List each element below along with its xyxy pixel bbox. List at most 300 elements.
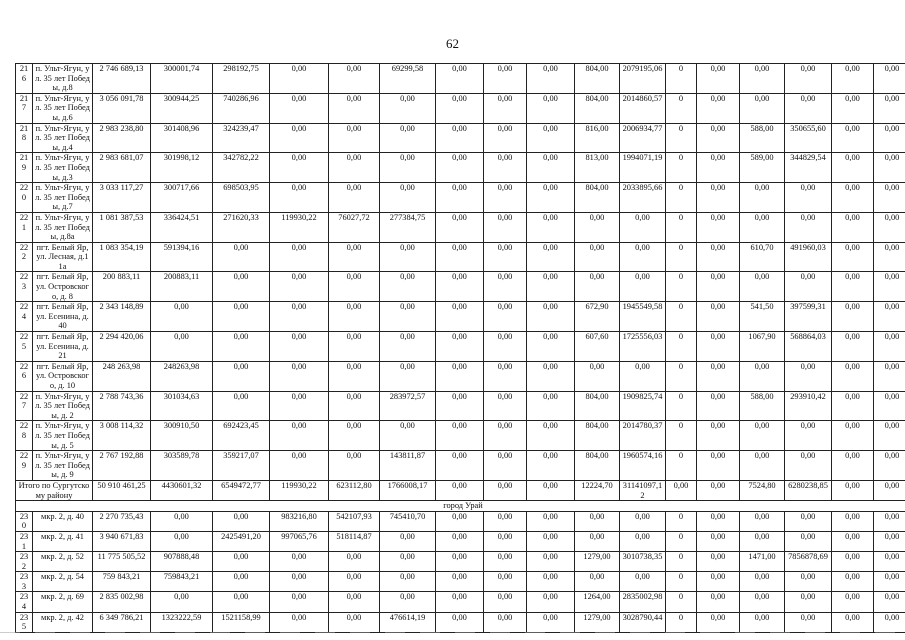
value-cell: 607,60 xyxy=(575,332,620,362)
value-cell: 804,00 xyxy=(575,64,620,94)
row-number: 226 xyxy=(16,361,33,391)
value-cell: 0,00 xyxy=(832,552,874,572)
value-cell: 0 xyxy=(666,93,697,123)
value-cell: 293910,42 xyxy=(785,391,832,421)
value-cell: 0,00 xyxy=(785,612,832,632)
value-cell: 0,00 xyxy=(832,212,874,242)
value-cell: 0,00 xyxy=(620,572,666,592)
value-cell: 0,00 xyxy=(832,391,874,421)
value-cell: 0,00 xyxy=(380,531,436,551)
value-cell: 692423,45 xyxy=(213,421,270,451)
value-cell: 0,00 xyxy=(213,242,270,272)
value-cell: 0,00 xyxy=(785,64,832,94)
row-number: 227 xyxy=(16,391,33,421)
value-cell: 568864,03 xyxy=(785,332,832,362)
value-cell: 1264,00 xyxy=(575,592,620,612)
value-cell: 11 775 505,52 xyxy=(93,552,151,572)
value-cell: 0,00 xyxy=(874,592,905,612)
value-cell: 0,00 xyxy=(436,592,484,612)
value-cell: 0,00 xyxy=(436,123,484,153)
value-cell: 1471,00 xyxy=(740,552,785,572)
value-cell: 0,00 xyxy=(329,552,380,572)
value-cell: 2835002,98 xyxy=(620,592,666,612)
value-cell: 2 767 192,88 xyxy=(93,451,151,481)
value-cell: 300717,66 xyxy=(151,183,213,213)
value-cell: 2 835 002,98 xyxy=(93,592,151,612)
scan-artifact-line xyxy=(0,632,905,633)
value-cell: 0,00 xyxy=(484,183,527,213)
value-cell: 0,00 xyxy=(785,451,832,481)
value-cell: 1994071,19 xyxy=(620,153,666,183)
value-cell: 491960,03 xyxy=(785,242,832,272)
value-cell: 1323222,59 xyxy=(151,612,213,632)
row-number: 233 xyxy=(16,572,33,592)
value-cell: 0,00 xyxy=(527,451,575,481)
value-cell: 2 983 238,80 xyxy=(93,123,151,153)
value-cell: 698503,95 xyxy=(213,183,270,213)
value-cell: 0,00 xyxy=(213,592,270,612)
value-cell: 0,00 xyxy=(484,93,527,123)
value-cell: 301034,63 xyxy=(151,391,213,421)
value-cell: 248 263,98 xyxy=(93,361,151,391)
value-cell: 0,00 xyxy=(380,153,436,183)
value-cell: 0,00 xyxy=(527,552,575,572)
value-cell: 0,00 xyxy=(697,153,740,183)
value-cell: 0,00 xyxy=(527,332,575,362)
value-cell: 0,00 xyxy=(697,552,740,572)
value-cell: 0,00 xyxy=(740,511,785,531)
value-cell: 0,00 xyxy=(874,242,905,272)
value-cell: 0,00 xyxy=(785,212,832,242)
total-value-cell: 12224,70 xyxy=(575,480,620,500)
value-cell: 0,00 xyxy=(151,302,213,332)
value-cell: 119930,22 xyxy=(270,212,329,242)
value-cell: 0,00 xyxy=(484,612,527,632)
total-label: Итого по Сургутскому району xyxy=(16,480,93,500)
value-cell: 0,00 xyxy=(697,572,740,592)
value-cell: 0,00 xyxy=(436,64,484,94)
table-row xyxy=(16,212,905,242)
value-cell: 0,00 xyxy=(832,531,874,551)
address-cell: мкр. 2, д. 42 xyxy=(33,612,93,632)
value-cell: 0,00 xyxy=(527,511,575,531)
value-cell: 0,00 xyxy=(697,93,740,123)
value-cell: 0,00 xyxy=(740,212,785,242)
value-cell: 0,00 xyxy=(832,572,874,592)
value-cell: 300944,25 xyxy=(151,93,213,123)
value-cell: 1909825,74 xyxy=(620,391,666,421)
total-value-cell: 4430601,32 xyxy=(151,480,213,500)
total-value-cell: 0,00 xyxy=(697,480,740,500)
value-cell: 0,00 xyxy=(527,212,575,242)
value-cell: 0 xyxy=(666,302,697,332)
value-cell: 1067,90 xyxy=(740,332,785,362)
value-cell: 0,00 xyxy=(832,421,874,451)
value-cell: 0,00 xyxy=(620,361,666,391)
value-cell: 3 940 671,83 xyxy=(93,531,151,551)
value-cell: 200883,11 xyxy=(151,272,213,302)
value-cell: 0,00 xyxy=(484,531,527,551)
value-cell: 0,00 xyxy=(270,552,329,572)
address-cell: мкр. 2, д. 69 xyxy=(33,592,93,612)
value-cell: 0,00 xyxy=(329,572,380,592)
value-cell: 0,00 xyxy=(270,272,329,302)
value-cell: 589,00 xyxy=(740,153,785,183)
value-cell: 1279,00 xyxy=(575,552,620,572)
address-cell: п. Ульт-Ягун, ул. 35 лет Победы, д. 5 xyxy=(33,421,93,451)
value-cell: 0,00 xyxy=(527,272,575,302)
value-cell: 0,00 xyxy=(874,421,905,451)
value-cell: 0,00 xyxy=(527,153,575,183)
value-cell: 0,00 xyxy=(436,552,484,572)
value-cell: 283972,57 xyxy=(380,391,436,421)
address-cell: п. Ульт-Ягун, ул. 35 лет Победы, д.7 xyxy=(33,183,93,213)
address-cell: п. Ульт-Ягун, ул. 35 лет Победы, д.6 xyxy=(33,93,93,123)
value-cell: 0,00 xyxy=(832,511,874,531)
value-cell: 0,00 xyxy=(270,93,329,123)
value-cell: 0,00 xyxy=(270,153,329,183)
value-cell: 2014860,57 xyxy=(620,93,666,123)
table-row xyxy=(16,552,905,572)
value-cell: 0,00 xyxy=(380,572,436,592)
value-cell: 0,00 xyxy=(697,612,740,632)
value-cell: 0,00 xyxy=(270,361,329,391)
value-cell: 0,00 xyxy=(270,592,329,612)
value-cell: 0 xyxy=(666,451,697,481)
value-cell: 0,00 xyxy=(832,123,874,153)
value-cell: 324239,47 xyxy=(213,123,270,153)
value-cell: 0 xyxy=(666,612,697,632)
value-cell: 0,00 xyxy=(436,302,484,332)
value-cell: 277384,75 xyxy=(380,212,436,242)
value-cell: 0,00 xyxy=(740,451,785,481)
value-cell: 0,00 xyxy=(329,64,380,94)
value-cell: 2014780,37 xyxy=(620,421,666,451)
table-row xyxy=(16,511,905,531)
value-cell: 3010738,35 xyxy=(620,552,666,572)
value-cell: 0,00 xyxy=(874,64,905,94)
value-cell: 0,00 xyxy=(697,183,740,213)
value-cell: 0,00 xyxy=(740,272,785,302)
data-table xyxy=(15,63,905,633)
value-cell: 0,00 xyxy=(832,332,874,362)
value-cell: 0,00 xyxy=(832,183,874,213)
value-cell: 0,00 xyxy=(329,421,380,451)
value-cell: 0,00 xyxy=(436,361,484,391)
address-cell: пгт. Белый Яр, ул. Островского, д. 10 xyxy=(33,361,93,391)
value-cell: 907888,48 xyxy=(151,552,213,572)
value-cell: 0,00 xyxy=(785,361,832,391)
row-number: 216 xyxy=(16,64,33,94)
value-cell: 0,00 xyxy=(740,421,785,451)
value-cell: 298192,75 xyxy=(213,64,270,94)
value-cell: 0 xyxy=(666,153,697,183)
address-cell: п. Ульт-Ягун, ул. 35 лет Победы, д. 2 xyxy=(33,391,93,421)
address-cell: пгт. Белый Яр, ул. Лесная, д.11а xyxy=(33,242,93,272)
value-cell: 0,00 xyxy=(740,93,785,123)
value-cell: 0,00 xyxy=(785,421,832,451)
value-cell: 0,00 xyxy=(380,272,436,302)
value-cell: 0,00 xyxy=(697,242,740,272)
value-cell: 0,00 xyxy=(436,531,484,551)
value-cell: 804,00 xyxy=(575,391,620,421)
value-cell: 0,00 xyxy=(697,592,740,612)
total-row xyxy=(16,480,905,500)
value-cell: 0,00 xyxy=(270,64,329,94)
value-cell: 344829,54 xyxy=(785,153,832,183)
value-cell: 0,00 xyxy=(740,531,785,551)
value-cell: 0,00 xyxy=(874,212,905,242)
value-cell: 0,00 xyxy=(151,511,213,531)
address-cell: пгт. Белый Яр, ул. Есенина, д.21 xyxy=(33,332,93,362)
value-cell: 0,00 xyxy=(213,302,270,332)
value-cell: 0,00 xyxy=(380,183,436,213)
value-cell: 0 xyxy=(666,391,697,421)
table-row xyxy=(16,64,905,94)
value-cell: 0,00 xyxy=(527,123,575,153)
value-cell: 0,00 xyxy=(527,302,575,332)
table-row xyxy=(16,391,905,421)
value-cell: 0,00 xyxy=(697,421,740,451)
row-number: 223 xyxy=(16,272,33,302)
value-cell: 0,00 xyxy=(436,93,484,123)
table-row xyxy=(16,123,905,153)
total-value-cell: 623112,80 xyxy=(329,480,380,500)
page-number: 62 xyxy=(446,36,459,51)
value-cell: 0,00 xyxy=(874,361,905,391)
value-cell: 804,00 xyxy=(575,183,620,213)
value-cell: 0,00 xyxy=(697,361,740,391)
value-cell: 0,00 xyxy=(832,64,874,94)
value-cell: 0,00 xyxy=(270,123,329,153)
value-cell: 0,00 xyxy=(620,272,666,302)
value-cell: 804,00 xyxy=(575,451,620,481)
address-cell: пгт. Белый Яр, ул. Есенина, д. 40 xyxy=(33,302,93,332)
value-cell: 0,00 xyxy=(213,391,270,421)
value-cell: 0,00 xyxy=(832,153,874,183)
value-cell: 0,00 xyxy=(697,332,740,362)
value-cell: 0,00 xyxy=(575,531,620,551)
value-cell: 0,00 xyxy=(832,302,874,332)
total-value-cell: 0,00 xyxy=(666,480,697,500)
value-cell: 143811,87 xyxy=(380,451,436,481)
value-cell: 350655,60 xyxy=(785,123,832,153)
value-cell: 983216,80 xyxy=(270,511,329,531)
value-cell: 0,00 xyxy=(213,332,270,362)
value-cell: 0,00 xyxy=(380,361,436,391)
value-cell: 0,00 xyxy=(575,511,620,531)
value-cell: 200 883,11 xyxy=(93,272,151,302)
table-row xyxy=(16,592,905,612)
value-cell: 0,00 xyxy=(740,592,785,612)
value-cell: 3 008 114,32 xyxy=(93,421,151,451)
row-number: 220 xyxy=(16,183,33,213)
value-cell: 0,00 xyxy=(270,242,329,272)
value-cell: 0,00 xyxy=(785,531,832,551)
value-cell: 0,00 xyxy=(832,451,874,481)
total-value-cell: 6549472,77 xyxy=(213,480,270,500)
value-cell: 0,00 xyxy=(329,451,380,481)
value-cell: 0 xyxy=(666,242,697,272)
address-cell: мкр. 2, д. 40 xyxy=(33,511,93,531)
value-cell: 0,00 xyxy=(436,183,484,213)
value-cell: 2 788 743,36 xyxy=(93,391,151,421)
table-row xyxy=(16,451,905,481)
address-cell: пгт. Белый Яр, ул. Островского, д. 8 xyxy=(33,272,93,302)
value-cell: 0 xyxy=(666,421,697,451)
address-cell: п. Ульт-Ягун, ул. 35 лет Победы, д.8а xyxy=(33,212,93,242)
value-cell: 0,00 xyxy=(213,572,270,592)
total-value-cell: 0,00 xyxy=(832,480,874,500)
value-cell: 0,00 xyxy=(329,153,380,183)
value-cell: 0,00 xyxy=(329,302,380,332)
value-cell: 0,00 xyxy=(380,302,436,332)
row-number: 224 xyxy=(16,302,33,332)
value-cell: 0,00 xyxy=(380,592,436,612)
value-cell: 0,00 xyxy=(436,451,484,481)
value-cell: 0,00 xyxy=(484,451,527,481)
value-cell: 0,00 xyxy=(436,511,484,531)
value-cell: 740286,96 xyxy=(213,93,270,123)
value-cell: 2 294 420,06 xyxy=(93,332,151,362)
row-number: 222 xyxy=(16,242,33,272)
table-row xyxy=(16,572,905,592)
city-label: город Урай xyxy=(16,501,905,512)
value-cell: 0,00 xyxy=(151,531,213,551)
value-cell: 0,00 xyxy=(213,511,270,531)
value-cell: 0,00 xyxy=(329,123,380,153)
table-row xyxy=(16,332,905,362)
row-number: 230 xyxy=(16,511,33,531)
address-cell: мкр. 2, д. 52 xyxy=(33,552,93,572)
value-cell: 6 349 786,21 xyxy=(93,612,151,632)
value-cell: 0,00 xyxy=(874,552,905,572)
value-cell: 542107,93 xyxy=(329,511,380,531)
value-cell: 0,00 xyxy=(740,64,785,94)
total-value-cell: 1766008,17 xyxy=(380,480,436,500)
value-cell: 0 xyxy=(666,592,697,612)
table-row xyxy=(16,93,905,123)
value-cell: 0,00 xyxy=(697,391,740,421)
value-cell: 541,50 xyxy=(740,302,785,332)
value-cell: 0,00 xyxy=(527,572,575,592)
value-cell: 0 xyxy=(666,552,697,572)
value-cell: 518114,87 xyxy=(329,531,380,551)
value-cell: 0,00 xyxy=(329,93,380,123)
value-cell: 0,00 xyxy=(527,391,575,421)
row-number: 232 xyxy=(16,552,33,572)
value-cell: 0,00 xyxy=(832,272,874,302)
value-cell: 0,00 xyxy=(484,302,527,332)
total-value-cell: 7524,80 xyxy=(740,480,785,500)
value-cell: 0,00 xyxy=(436,272,484,302)
value-cell: 0,00 xyxy=(329,332,380,362)
value-cell: 0,00 xyxy=(620,212,666,242)
value-cell: 2033895,66 xyxy=(620,183,666,213)
row-number: 225 xyxy=(16,332,33,362)
value-cell: 0,00 xyxy=(697,212,740,242)
value-cell: 0,00 xyxy=(484,64,527,94)
address-cell: мкр. 2, д. 41 xyxy=(33,531,93,551)
value-cell: 69299,58 xyxy=(380,64,436,94)
row-number: 221 xyxy=(16,212,33,242)
value-cell: 0,00 xyxy=(874,511,905,531)
value-cell: 0,00 xyxy=(527,421,575,451)
value-cell: 0,00 xyxy=(436,572,484,592)
value-cell: 0,00 xyxy=(874,123,905,153)
value-cell: 0,00 xyxy=(874,332,905,362)
value-cell: 0,00 xyxy=(785,183,832,213)
value-cell: 804,00 xyxy=(575,421,620,451)
value-cell: 0,00 xyxy=(740,361,785,391)
value-cell: 0,00 xyxy=(484,592,527,612)
value-cell: 0 xyxy=(666,531,697,551)
value-cell: 0,00 xyxy=(436,612,484,632)
value-cell: 0,00 xyxy=(527,592,575,612)
value-cell: 0,00 xyxy=(874,572,905,592)
table-row xyxy=(16,361,905,391)
value-cell: 0,00 xyxy=(874,531,905,551)
value-cell: 248263,98 xyxy=(151,361,213,391)
value-cell: 0,00 xyxy=(785,93,832,123)
value-cell: 0,00 xyxy=(832,612,874,632)
value-cell: 0,00 xyxy=(436,421,484,451)
value-cell: 0,00 xyxy=(785,572,832,592)
value-cell: 0,00 xyxy=(575,242,620,272)
total-value-cell: 0,00 xyxy=(484,480,527,500)
value-cell: 0,00 xyxy=(329,242,380,272)
value-cell: 0,00 xyxy=(484,153,527,183)
value-cell: 0,00 xyxy=(620,531,666,551)
row-number: 228 xyxy=(16,421,33,451)
value-cell: 0,00 xyxy=(270,391,329,421)
value-cell: 336424,51 xyxy=(151,212,213,242)
address-cell: п. Ульт-Ягун, ул. 35 лет Победы, д.3 xyxy=(33,153,93,183)
total-value-cell: 119930,22 xyxy=(270,480,329,500)
table-row xyxy=(16,183,905,213)
value-cell: 0,00 xyxy=(213,272,270,302)
table-row xyxy=(16,153,905,183)
value-cell: 0,00 xyxy=(874,302,905,332)
row-number: 217 xyxy=(16,93,33,123)
value-cell: 0,00 xyxy=(151,332,213,362)
value-cell: 0,00 xyxy=(874,93,905,123)
value-cell: 0,00 xyxy=(527,361,575,391)
value-cell: 816,00 xyxy=(575,123,620,153)
value-cell: 0,00 xyxy=(329,592,380,612)
value-cell: 476614,19 xyxy=(380,612,436,632)
value-cell: 0,00 xyxy=(484,242,527,272)
value-cell: 0,00 xyxy=(832,93,874,123)
value-cell: 1279,00 xyxy=(575,612,620,632)
address-cell: п. Ульт-Ягун, ул. 35 лет Победы, д. 9 xyxy=(33,451,93,481)
value-cell: 591394,16 xyxy=(151,242,213,272)
value-cell: 0,00 xyxy=(874,612,905,632)
value-cell: 0,00 xyxy=(575,572,620,592)
value-cell: 0 xyxy=(666,183,697,213)
value-cell: 0,00 xyxy=(620,242,666,272)
value-cell: 2079195,06 xyxy=(620,64,666,94)
value-cell: 1 083 354,19 xyxy=(93,242,151,272)
value-cell: 0,00 xyxy=(740,612,785,632)
value-cell: 804,00 xyxy=(575,93,620,123)
value-cell: 0,00 xyxy=(740,183,785,213)
value-cell: 0,00 xyxy=(484,511,527,531)
value-cell: 0,00 xyxy=(697,64,740,94)
value-cell: 0,00 xyxy=(874,391,905,421)
value-cell: 0,00 xyxy=(213,552,270,572)
row-number: 235 xyxy=(16,612,33,632)
